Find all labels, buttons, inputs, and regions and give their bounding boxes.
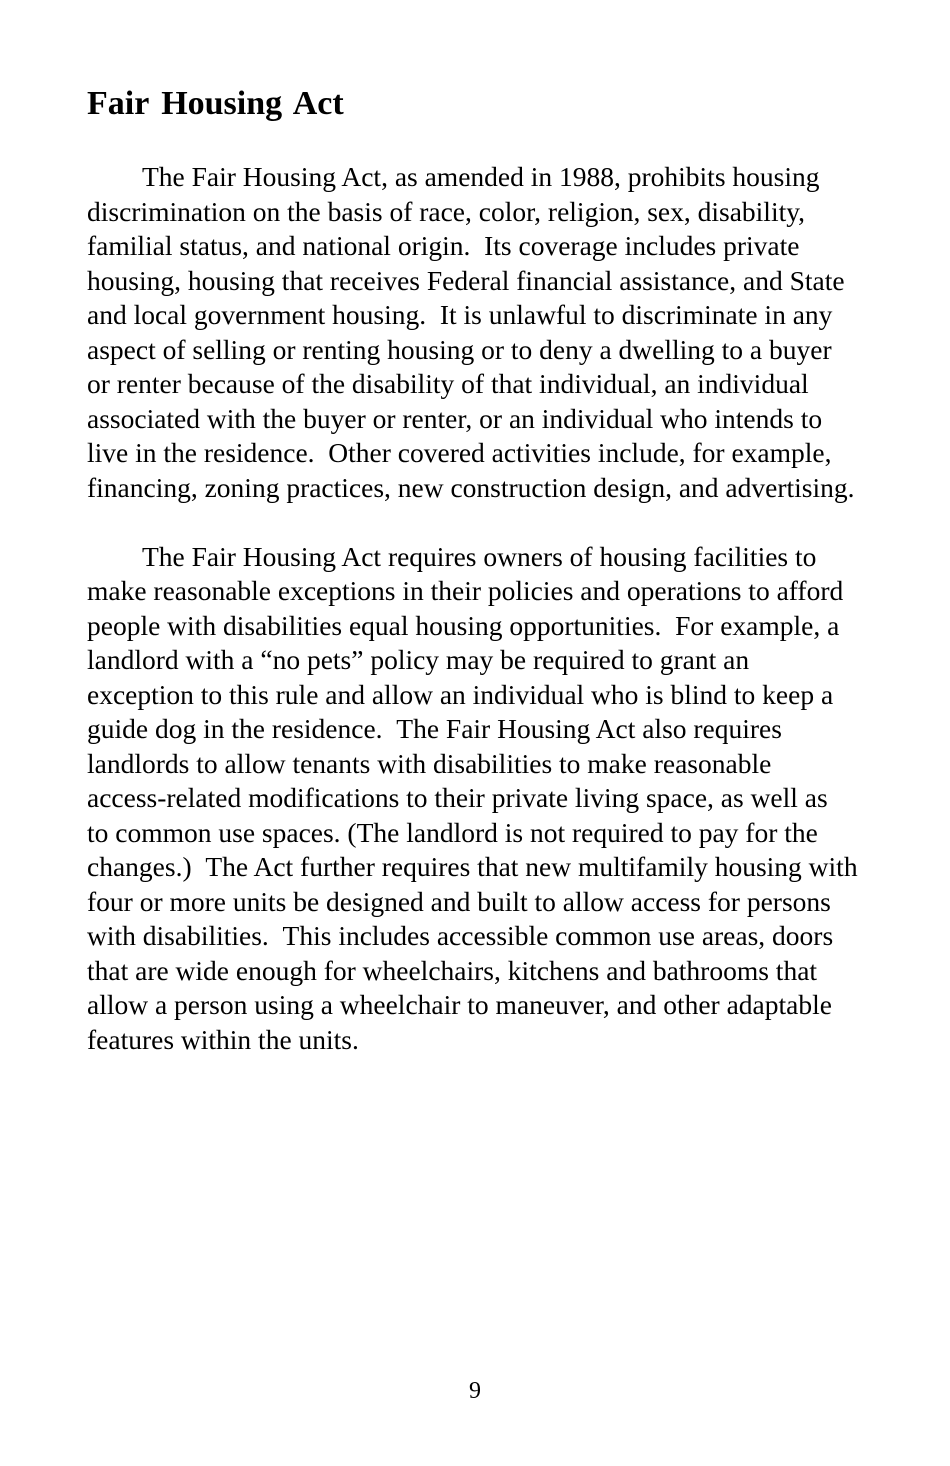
paragraph-2-line: landlords to allow tenants with disabilities to make reasonable xyxy=(87,748,772,779)
paragraph-2-line: exception to this rule and allow an individual who is blind to keep a xyxy=(87,679,834,710)
page-title: Fair Housing Act xyxy=(87,85,344,122)
paragraph-2-line: The Fair Housing Act requires owners of housing facilities to xyxy=(142,541,817,572)
paragraph-1-line: aspect of selling or renting housing or to deny a dwelling to a buyer xyxy=(87,334,832,365)
paragraph-1-line: associated with the buyer or renter, or an individual who intends to xyxy=(87,403,823,434)
paragraph-2-line: make reasonable exceptions in their policies and operations to afford xyxy=(87,575,844,606)
paragraph-2-line: that are wide enough for wheelchairs, kitchens and bathrooms that xyxy=(87,955,818,986)
paragraph-1-line: The Fair Housing Act, as amended in 1988, prohibits housing xyxy=(142,161,820,192)
paragraph-2-line: changes.) The Act further requires that new multifamily housing with xyxy=(87,851,858,882)
paragraph-1-line: discrimination on the basis of race, color, religion, sex, disability, xyxy=(87,196,806,227)
paragraph-1-line: financing, zoning practices, new construction design, and advertising. xyxy=(87,472,855,503)
paragraph-2-line: with disabilities. This includes accessible common use areas, doors xyxy=(87,920,834,951)
paragraph-1-line: housing, housing that receives Federal financial assistance, and State xyxy=(87,265,845,296)
paragraph-2-line: guide dog in the residence. The Fair Housing Act also requires xyxy=(87,713,782,744)
paragraph-2-line: to common use spaces. (The landlord is not required to pay for the xyxy=(87,817,818,848)
paragraph-2-line: four or more units be designed and built to allow access for persons xyxy=(87,886,831,917)
paragraph-2-line: landlord with a “no pets” policy may be required to grant an xyxy=(87,644,750,675)
paragraph-1-line: familial status, and national origin. Its coverage includes private xyxy=(87,230,800,261)
paragraph-2-line: allow a person using a wheelchair to maneuver, and other adaptable xyxy=(87,989,832,1020)
page-number: 9 xyxy=(469,1378,481,1404)
paragraph-2-line: features within the units. xyxy=(87,1024,359,1055)
paragraph-2-line: people with disabilities equal housing opportunities. For example, a xyxy=(87,610,840,641)
paragraph-1-line: live in the residence. Other covered activities include, for example, xyxy=(87,437,832,468)
paragraph-1-line: and local government housing. It is unlawful to discriminate in any xyxy=(87,299,833,330)
paragraph-2-line: access-related modifications to their private living space, as well as xyxy=(87,782,828,813)
paragraph-1-line: or renter because of the disability of that individual, an individual xyxy=(87,368,809,399)
